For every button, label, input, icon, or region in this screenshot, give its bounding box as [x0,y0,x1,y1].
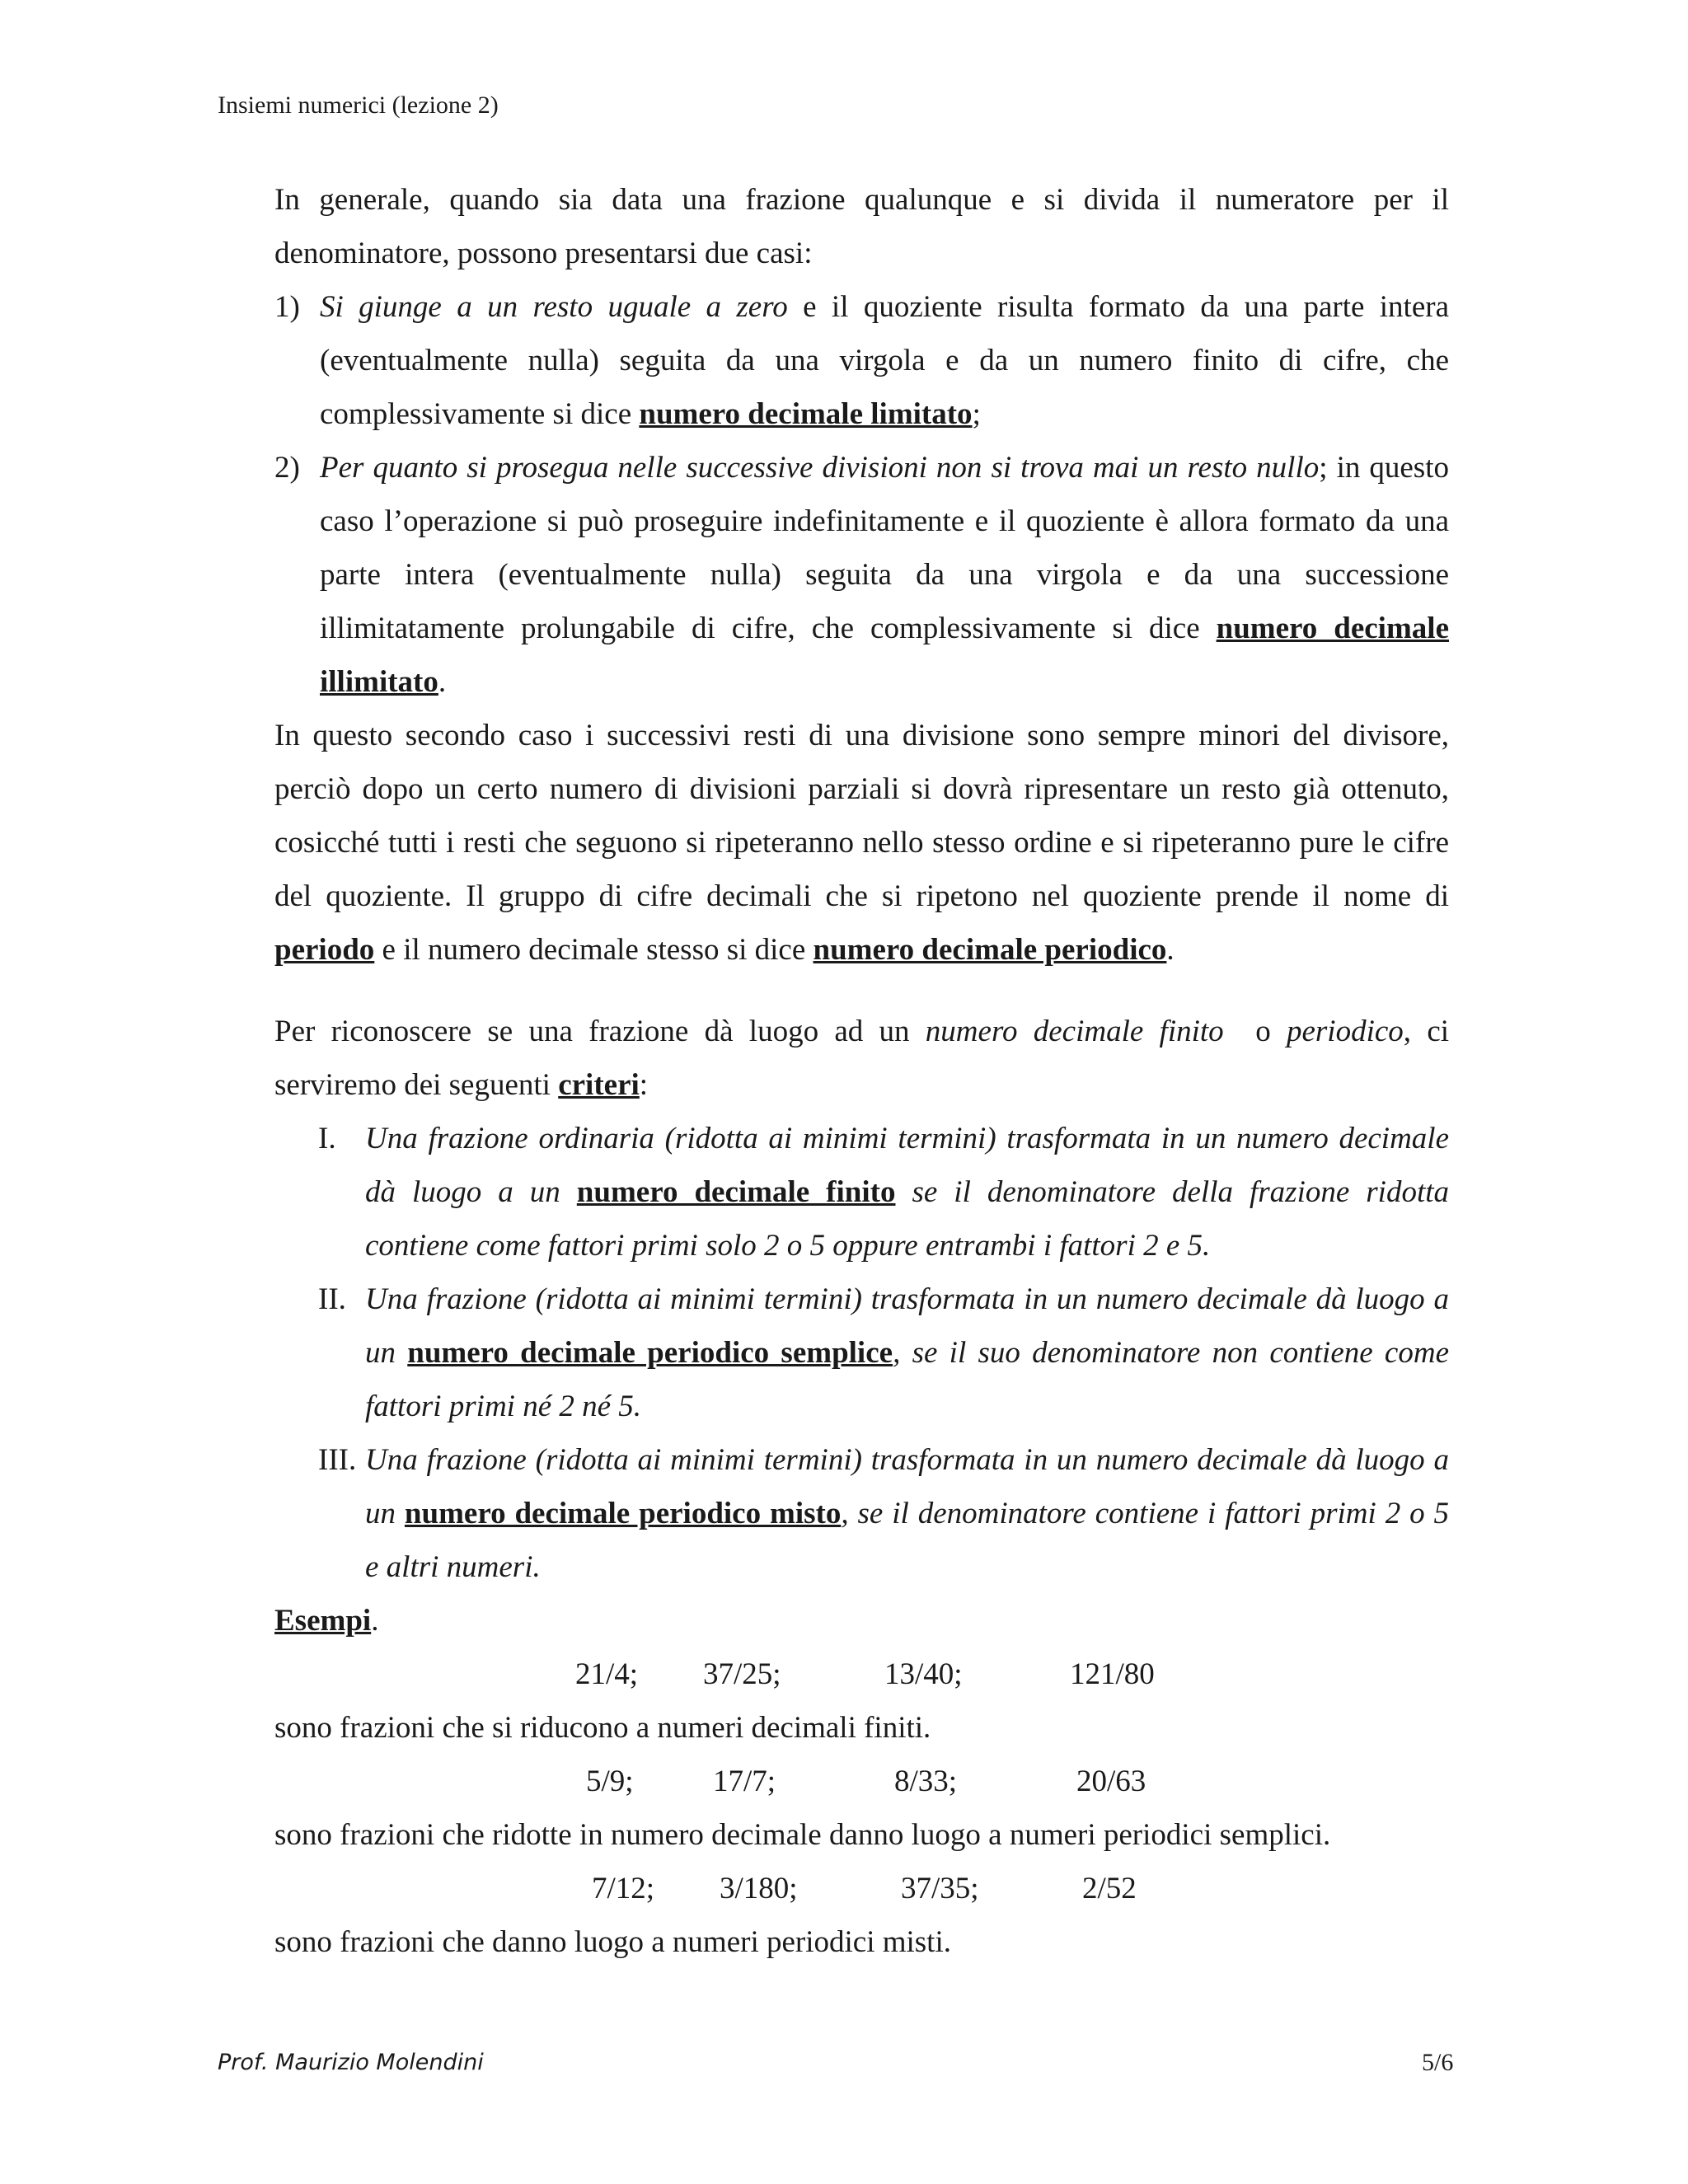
fraction-row-1 [274,1647,1449,1701]
criterion-text: Una frazione (ridotta ai minimi termini) trasformata in un numero decimale dà luogo a un [365,1282,1449,1370]
criterion-item-1 [274,1112,1449,1272]
fraction: 8/33; [894,1765,958,1798]
criterion-text: , se il denominatore contiene i fattori primi 2 o 5 e altri numeri. [365,1497,1450,1584]
fraction: 7/12; [592,1872,655,1905]
fraction: 13/40; [884,1657,963,1691]
term-numero-decimale-illimitato: numero decimale illimitato [320,612,1449,699]
example-caption: sono frazioni che danno luogo a numeri periodici misti. [274,1925,951,1959]
fraction: 37/25; [703,1657,781,1691]
case-number: 2) [274,451,300,485]
fraction: 37/35; [901,1872,979,1905]
punctuation: . [438,665,447,699]
case-number: 1) [274,290,300,324]
criterion-number: II. [318,1282,346,1316]
paragraph-text: o [1223,1015,1287,1048]
case-text: e il quoziente risulta formato da una parte intera (eventualmente nulla) seguita da una virgola e da un numero finito di cifre, che complessivamente si dice [320,290,1449,431]
fraction: 3/180; [720,1872,798,1905]
example-caption: sono frazioni che ridotte in numero decimale danno luogo a numeri periodici semplici. [274,1818,1331,1852]
fraction-row-3 [274,1862,1449,1915]
fraction: 21/4; [575,1657,639,1691]
document-body [274,173,1449,1969]
case-text: ; in questo caso l’operazione si può proseguire indefinitamente e il quoziente è allora formato da una parte intera (eventualmente nulla) seguita da una virgola e da una successione illimitatamente prolungabile di cifre, che complessivamente si dice [320,451,1449,645]
intro-paragraph: In generale, quando sia data una frazione qualunque e si divida il numeratore per il denominatore, possono presentarsi due casi: [274,183,1449,270]
paragraph-text: e il numero decimale stesso si dice [374,933,814,967]
fraction: 2/52 [1082,1872,1137,1905]
punctuation: ; [972,397,981,431]
fraction: 17/7; [713,1765,776,1798]
punctuation: . [1166,933,1175,967]
term-numero-decimale-periodico-misto: numero decimale periodico misto [404,1497,842,1530]
italic-text: numero decimale finito [925,1015,1224,1048]
page-header: Insiemi numerici (lezione 2) [218,91,499,119]
case-italic-text: Per quanto si prosegua nelle successive divisioni non si trova mai un resto nullo [320,451,1320,485]
footer-page-number: 5/6 [1422,2049,1454,2076]
term-numero-decimale-periodico-semplice: numero decimale periodico semplice [407,1336,893,1370]
fraction-row-2 [274,1755,1449,1808]
term-numero-decimale-periodico: numero decimale periodico [813,933,1167,967]
term-numero-decimale-limitato: numero decimale limitato [639,397,973,431]
criterion-item-3 [274,1433,1449,1594]
fraction: 20/63 [1076,1765,1146,1798]
paragraph-text: Per riconoscere se una frazione dà luogo ad un [274,1015,926,1048]
paragraph-text: In questo secondo caso i successivi resti di una divisione sono sempre minori del divisore, perciò dopo un certo numero di divisioni parziali si dovrà ripresentare un resto già ottenuto, cosicché tutti i resti che seguono si ripeteranno nello stesso ordine e si ripeteranno pure le cifre del quoziente. Il gruppo di cifre decimali che si ripetono nel quoziente prende il nome di [274,719,1449,913]
footer-author: Prof. Maurizio Molendini [218,2050,484,2075]
italic-text: periodico [1286,1015,1404,1048]
example-caption: sono frazioni che si riducono a numeri decimali finiti. [274,1711,931,1745]
term-numero-decimale-finito: numero decimale finito [576,1175,896,1209]
punctuation: . [371,1604,379,1638]
criterion-item-2 [274,1272,1449,1433]
case-item-2 [274,441,1449,709]
fraction: 121/80 [1070,1657,1155,1691]
criterion-text: Una frazione ordinaria (ridotta ai minimi termini) trasformata in un numero decimale dà luogo a un [365,1122,1449,1209]
fraction: 5/9; [586,1765,634,1798]
criterion-text: Una frazione (ridotta ai minimi termini) trasformata in un numero decimale dà luogo a un [365,1443,1449,1530]
criterion-number: III. [318,1443,357,1477]
punctuation: : [639,1068,649,1102]
criterion-number: I. [318,1122,336,1155]
second-case-paragraph [274,709,1449,977]
term-periodo: periodo [274,933,375,967]
criterion-text: , se il suo denominatore non contiene come fattori primi né 2 né 5. [365,1336,1449,1423]
criteria-intro-paragraph [274,1005,1449,1112]
heading-text: Esempi [274,1604,372,1638]
criterion-text: se il denominatore della frazione ridotta contiene come fattori primi solo 2 o 5 oppure entrambi i fattori 2 e 5. [365,1175,1450,1263]
paragraph-text: , ci serviremo dei seguenti [274,1015,1450,1102]
case-item-1 [274,280,1449,441]
term-criteri: criteri [558,1068,640,1102]
examples-heading [274,1594,1449,1647]
case-italic-text: Si giunge a un resto uguale a zero [320,290,788,324]
